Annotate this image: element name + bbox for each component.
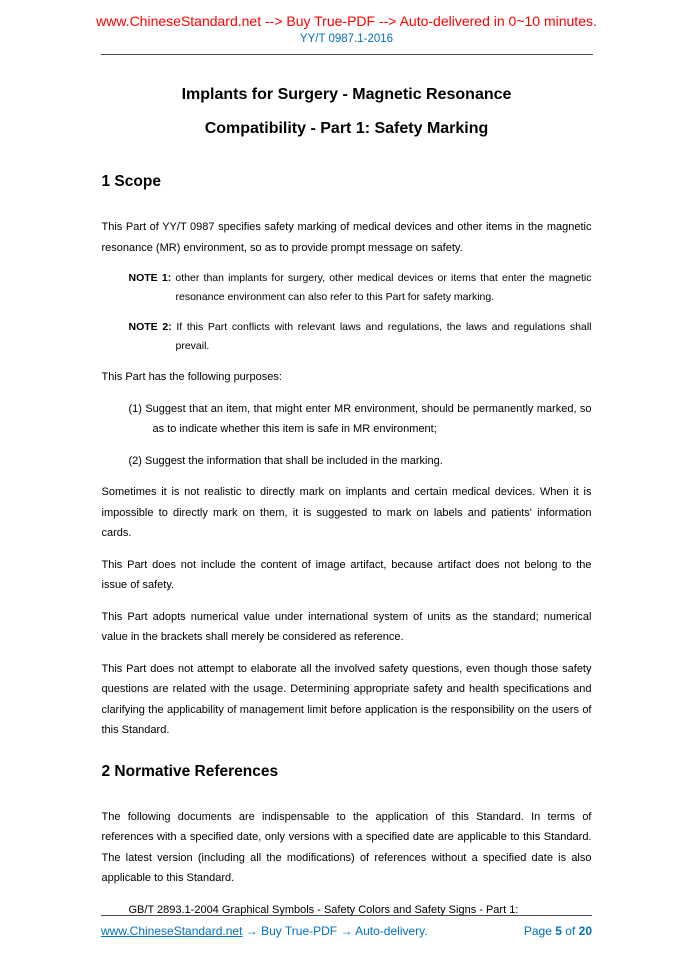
document-title-line-2: Compatibility - Part 1: Safety Marking: [204, 120, 489, 137]
page-footer: [101, 915, 592, 938]
references-intro-paragraph: The following documents are indispensable to the application of this Standard. In terms of references with a specified date, only versions with a specified date are applicable to this Standard. The latest version (including all the modifications) of references without a specified date is also applicable to this Standard.: [101, 810, 592, 884]
scope-paragraph-4: This Part does not attempt to elaborate all the involved safety questions, even though those safety questions are related with the usage. Determining appropriate safety and health specifications and clarifying the applicability of management limit before application is the responsibility on the users of this Standard.: [101, 662, 592, 736]
scope-note-2-text: If this Part conflicts with relevant laws and regulations, the laws and regulations shall prevail.: [175, 321, 592, 352]
page-number: 5: [555, 924, 562, 938]
document-title-line-1: Implants for Surgery - Magnetic Resonance: [181, 86, 512, 103]
scope-paragraph-1: Sometimes it is not realistic to directly mark on implants and certain medical devices. When it is impossible to directly mark on them, it is suggested to mark on labels and patients' information cards.: [101, 486, 592, 539]
section-heading-references: 2 Normative References: [101, 762, 279, 780]
scope-paragraph-3: This Part adopts numerical value under international system of units as the standard; numerical value in the brackets shall merely be considered as reference.: [101, 610, 592, 643]
footer-website-link[interactable]: www.ChineseStandard.net: [101, 924, 243, 938]
reference-entry-1: GB/T 2893.1-2004 Graphical Symbols - Safety Colors and Safety Signs - Part 1:: [128, 903, 519, 916]
scope-note-1-text: other than implants for surgery, other medical devices or items that enter the magnetic resonance environment can also refer to this Part for safety marking.: [175, 272, 592, 303]
page-indicator: [524, 924, 592, 938]
standard-number: YY/T 0987.1-2016: [299, 33, 394, 45]
scope-purpose-item-1: (1) Suggest that an item, that might enter MR environment, should be permanently marked, so as to indicate whether this item is safe in MR environment;: [128, 402, 592, 435]
scope-note-2: [129, 318, 592, 356]
scope-purpose-item-2: (2) Suggest the information that shall be included in the marking.: [128, 454, 443, 467]
document-title: [102, 85, 592, 139]
of-label: of: [565, 924, 576, 938]
footer-promo: [101, 924, 428, 938]
footer-divider: [101, 915, 592, 916]
scope-note-2-label: NOTE 2:: [128, 321, 172, 333]
scope-purposes-lead: This Part has the following purposes:: [101, 371, 282, 383]
scope-note-1-label: NOTE 1:: [128, 272, 172, 284]
scope-paragraph-2: This Part does not include the content of image artifact, because artifact does not belong to the issue of safety.: [101, 558, 592, 591]
document-body: [102, 85, 592, 920]
scope-note-1: [129, 269, 592, 307]
promo-banner-link[interactable]: www.ChineseStandard.net --> Buy True-PDF --> Auto-delivered in 0~10 minutes.: [96, 13, 597, 29]
section-heading-scope: 1 Scope: [101, 173, 161, 190]
scope-intro-paragraph: This Part of YY/T 0987 specifies safety marking of medical devices and other items in the magnetic resonance (MR) environment, so as to provide prompt message on safety.: [101, 221, 592, 254]
footer-promo-text: → Buy True-PDF → Auto-delivery.: [245, 924, 428, 938]
header-divider: [101, 54, 593, 55]
page-label: Page: [523, 924, 552, 938]
total-pages: 20: [578, 924, 592, 938]
